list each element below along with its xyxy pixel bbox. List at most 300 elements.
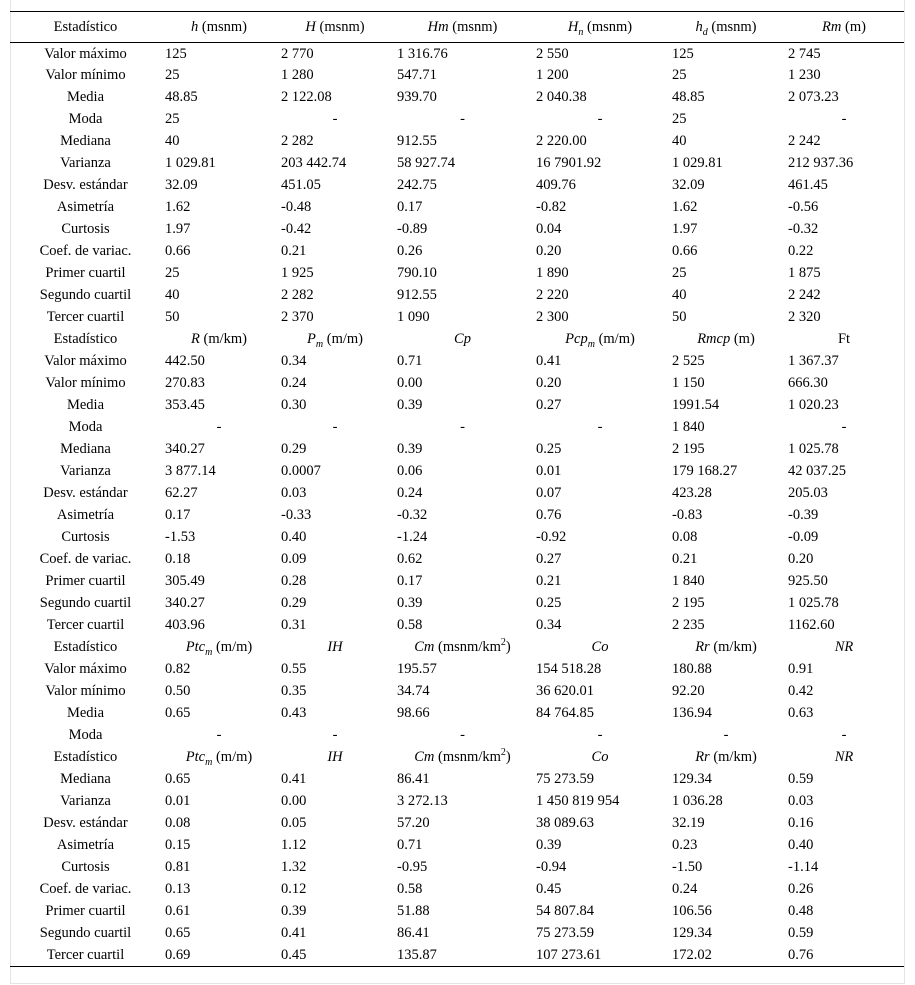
table-cell: 34.74 xyxy=(397,683,430,699)
table-cell: 0.01 xyxy=(536,463,562,479)
row-label: Coef. de variac. xyxy=(39,881,132,897)
table-cell: 62.27 xyxy=(165,485,198,501)
row-label: Valor máximo xyxy=(44,46,127,63)
section-header-Ptc: Ptc$_m$ (m/m) xyxy=(185,749,253,768)
table-cell: 0.65 xyxy=(165,705,191,721)
table-cell: - xyxy=(597,419,603,435)
table-cell: 0.23 xyxy=(672,837,698,853)
table-row xyxy=(10,615,904,637)
table-cell: 1 367.37 xyxy=(788,353,839,369)
table-cell: - xyxy=(332,111,338,127)
section-header-row xyxy=(10,637,904,659)
table-cell: 2 242 xyxy=(788,287,821,303)
table-cell: -1.50 xyxy=(672,859,703,875)
table-cell: 2 745 xyxy=(788,46,821,63)
table-cell: 340.27 xyxy=(165,441,205,457)
table-cell: 0.27 xyxy=(536,551,562,567)
header-h: h (msnm) xyxy=(161,12,277,43)
table-cell: 0.91 xyxy=(788,661,814,677)
section-header-NR: NR xyxy=(834,639,854,655)
table-cell: 2 282 xyxy=(281,133,314,149)
table-cell: 2 220.00 xyxy=(536,133,587,149)
table-cell: 50 xyxy=(672,309,687,325)
table-cell: 0.58 xyxy=(397,881,423,897)
table-cell: 0.20 xyxy=(788,551,814,567)
table-cell: -1.14 xyxy=(788,859,819,875)
table-cell: 0.41 xyxy=(281,925,307,941)
table-cell: 2 320 xyxy=(788,309,821,325)
header-H: H (msnm) xyxy=(277,12,393,43)
row-label: Moda xyxy=(68,111,103,127)
row-label: Moda xyxy=(68,419,103,435)
table-cell: 0.26 xyxy=(397,243,423,259)
table-cell: 0.30 xyxy=(281,397,307,413)
table-cell: 547.71 xyxy=(397,67,437,83)
table-cell: 451.05 xyxy=(281,177,321,193)
table-cell: 0.76 xyxy=(536,507,562,523)
row-label: Coef. de variac. xyxy=(39,243,132,259)
table-cell: 154 518.28 xyxy=(536,661,602,677)
table-cell: 0.03 xyxy=(788,793,814,809)
table-cell: 939.70 xyxy=(397,89,437,105)
table-row xyxy=(10,505,904,527)
table-cell: 106.56 xyxy=(672,903,712,919)
table-cell: 0.21 xyxy=(536,573,562,589)
table-cell: 1 230 xyxy=(788,67,821,83)
table-cell: 0.31 xyxy=(281,617,307,633)
table-row xyxy=(10,307,904,329)
table-cell: 48.85 xyxy=(672,89,705,105)
table-cell: 0.28 xyxy=(281,573,307,589)
table-cell: 0.48 xyxy=(788,903,814,919)
row-label: Tercer cuartil xyxy=(46,617,125,633)
table-cell: - xyxy=(332,419,338,435)
table-cell: 0.16 xyxy=(788,815,814,831)
table-cell: 0.03 xyxy=(281,485,307,501)
table-cell: 0.20 xyxy=(536,375,562,391)
table-cell: 0.66 xyxy=(165,243,191,259)
section-header-Co: Co xyxy=(591,749,609,765)
row-label: Curtosis xyxy=(61,859,110,875)
header-Hm: Hm (msnm) xyxy=(393,12,532,43)
row-label: Varianza xyxy=(60,793,111,809)
table-row xyxy=(10,263,904,285)
row-label: Media xyxy=(66,397,105,413)
table-cell: 172.02 xyxy=(668,945,784,967)
table-cell: 0.22 xyxy=(788,243,814,259)
table-cell: 129.34 xyxy=(672,925,712,941)
table-row xyxy=(10,791,904,813)
table-cell: 0.18 xyxy=(165,551,191,567)
section-header-Co: Co xyxy=(591,639,609,655)
table-row xyxy=(10,219,904,241)
table-cell: 442.50 xyxy=(165,353,205,369)
table-cell: 1 036.28 xyxy=(672,793,723,809)
section-header-Rmcp: Rmcp (m) xyxy=(697,331,755,347)
section-header-Cm: Cm $(msnm/km^2)$ xyxy=(414,637,511,655)
table-cell: 1 925 xyxy=(281,265,314,281)
table-cell: - xyxy=(460,419,465,435)
row-label: Asimetría xyxy=(56,507,115,523)
table-cell: 1.62 xyxy=(165,199,191,215)
table-cell: 57.20 xyxy=(397,815,430,831)
table-cell: 1.62 xyxy=(672,199,698,215)
section-header-Rr: Rr (m/km) xyxy=(695,639,757,655)
header-Rm: Rm (m) xyxy=(784,12,904,43)
table-cell: - xyxy=(841,419,847,435)
section-header-Rr: Rr (m/km) xyxy=(695,749,757,765)
table-cell: 0.12 xyxy=(281,881,307,897)
row-label: Desv. estándar xyxy=(43,485,128,501)
table-cell: 0.58 xyxy=(397,617,423,633)
table-cell: - xyxy=(723,727,729,743)
table-cell: -0.95 xyxy=(397,859,428,875)
table-cell: 195.57 xyxy=(397,661,437,677)
table-cell: 84 764.85 xyxy=(536,705,594,721)
table-cell: 58 927.74 xyxy=(397,155,455,171)
row-label: Asimetría xyxy=(56,199,115,215)
table-cell: 1 840 xyxy=(672,573,705,589)
table-cell: 0.40 xyxy=(281,529,307,545)
table-row xyxy=(10,351,904,373)
table-row xyxy=(10,835,904,857)
table-cell: 0.15 xyxy=(165,837,191,853)
table-cell: 0.20 xyxy=(536,243,562,259)
table-row xyxy=(10,681,904,703)
row-label: Coef. de variac. xyxy=(39,551,132,567)
table-cell: 1 280 xyxy=(281,67,314,83)
table-cell: 1 840 xyxy=(672,419,705,435)
table-cell: 0.08 xyxy=(672,529,698,545)
row-label: Segundo cuartil xyxy=(39,287,132,303)
table-row xyxy=(10,593,904,615)
table-cell: 0.42 xyxy=(788,683,814,699)
row-label: Curtosis xyxy=(61,221,110,237)
table-cell: 25 xyxy=(672,67,687,83)
table-cell: 129.34 xyxy=(672,771,712,787)
row-label: Valor máximo xyxy=(44,661,127,677)
table-cell: 1.32 xyxy=(281,859,307,875)
table-cell: 135.87 xyxy=(393,945,532,967)
table-row xyxy=(10,153,904,175)
table-cell: 0.01 xyxy=(165,793,191,809)
row-label: Varianza xyxy=(60,155,111,171)
table-cell: 25 xyxy=(165,67,180,83)
table-cell: 0.55 xyxy=(281,661,307,677)
table-cell: 0.65 xyxy=(165,925,191,941)
table-cell: 2 195 xyxy=(672,441,705,457)
table-row xyxy=(10,813,904,835)
table-cell: 48.85 xyxy=(165,89,198,105)
table-cell: -0.33 xyxy=(281,507,312,523)
table-cell: 2 550 xyxy=(536,46,569,63)
table-cell: 3 272.13 xyxy=(397,793,448,809)
table-cell: 0.59 xyxy=(788,771,814,787)
section-header-IH: IH xyxy=(327,639,343,655)
table-cell: 3 877.14 xyxy=(165,463,216,479)
table-cell: - xyxy=(597,727,603,743)
row-label: Media xyxy=(66,705,105,721)
table-row xyxy=(10,461,904,483)
table-cell: 38 089.63 xyxy=(536,815,594,831)
table-cell: -0.32 xyxy=(397,507,428,523)
table-row xyxy=(10,395,904,417)
table-cell: 2 235 xyxy=(672,617,705,633)
table-row xyxy=(10,109,904,131)
table-cell: 0.17 xyxy=(397,573,423,589)
table-cell: 2 242 xyxy=(788,133,821,149)
section-header-Ft: Ft xyxy=(837,331,851,347)
table-cell: 0.25 xyxy=(536,441,562,457)
table-cell: 1162.60 xyxy=(788,617,835,633)
table-cell: 86.41 xyxy=(397,771,430,787)
table-cell: 242.75 xyxy=(397,177,437,193)
table-cell: 0.29 xyxy=(281,441,307,457)
row-label: Primer cuartil xyxy=(45,265,126,281)
table-cell: -0.42 xyxy=(281,221,312,237)
table-cell: 40 xyxy=(165,287,180,303)
table-row xyxy=(10,483,904,505)
table-cell: 1.12 xyxy=(281,837,307,853)
table-cell: 54 807.84 xyxy=(536,903,594,919)
table-cell: 1 090 xyxy=(397,309,430,325)
table-cell: 86.41 xyxy=(397,925,430,941)
table-cell: -0.83 xyxy=(672,507,703,523)
table-cell: 0.24 xyxy=(281,375,307,391)
section-header-row xyxy=(10,747,904,769)
table-cell: 203 442.74 xyxy=(281,155,347,171)
table-cell: 1 200 xyxy=(536,67,569,83)
table-cell: 0.25 xyxy=(536,595,562,611)
row-label: Asimetría xyxy=(56,837,115,853)
row-label: Segundo cuartil xyxy=(39,595,132,611)
table-cell: 0.04 xyxy=(536,221,562,237)
table-cell: 790.10 xyxy=(397,265,437,281)
table-cell: -0.48 xyxy=(281,199,312,215)
row-label: Varianza xyxy=(60,463,111,479)
table-cell: -0.82 xyxy=(536,199,567,215)
table-cell: 16 7901.92 xyxy=(536,155,602,171)
table-cell: 40 xyxy=(672,133,687,149)
table-row xyxy=(10,769,904,791)
table-cell: 75 273.59 xyxy=(536,925,594,941)
table-cell: 0.39 xyxy=(397,441,423,457)
table-cell: 32.09 xyxy=(165,177,198,193)
table-row xyxy=(10,285,904,307)
table-cell: - xyxy=(216,419,222,435)
section-header-Pm: $P_m$ (m/m) xyxy=(307,331,363,350)
table-body xyxy=(10,43,904,967)
table-cell: 92.20 xyxy=(672,683,705,699)
table-cell: 1 875 xyxy=(788,265,821,281)
table-row xyxy=(10,901,904,923)
table-cell: -0.89 xyxy=(397,221,428,237)
table-cell: 40 xyxy=(165,133,180,149)
section-header-label: Estadístico xyxy=(53,331,118,347)
section-header-label: Estadístico xyxy=(53,639,118,655)
table-cell: 32.09 xyxy=(672,177,705,193)
table-cell: - xyxy=(841,727,847,743)
table-row xyxy=(10,241,904,263)
row-label: Valor máximo xyxy=(44,353,127,369)
table-cell: 0.27 xyxy=(536,397,562,413)
table-cell: 0.00 xyxy=(281,793,307,809)
table-cell: -0.09 xyxy=(788,529,819,545)
table-cell: 0.62 xyxy=(397,551,423,567)
section-header-row xyxy=(10,329,904,351)
table-cell: 36 620.01 xyxy=(536,683,594,699)
table-cell: - xyxy=(332,727,338,743)
table-cell: 0.39 xyxy=(397,595,423,611)
table-cell: 1 025.78 xyxy=(788,595,839,611)
table-row xyxy=(10,945,904,967)
row-label: Mediana xyxy=(60,441,111,457)
table-cell: 0.34 xyxy=(536,617,562,633)
table-cell: 1 029.81 xyxy=(165,155,216,171)
row-label: Primer cuartil xyxy=(45,903,126,919)
table-cell: 0.24 xyxy=(672,881,698,897)
table-cell: 25 xyxy=(672,111,687,127)
row-label: Valor mínimo xyxy=(45,375,126,391)
table-cell: 125 xyxy=(165,46,187,63)
table-row xyxy=(10,65,904,87)
table-cell: 0.24 xyxy=(397,485,423,501)
section-header-Ptc: Ptc$_m$ (m/m) xyxy=(185,639,253,658)
table-row xyxy=(10,439,904,461)
row-label: Media xyxy=(66,89,105,105)
table-cell: -1.53 xyxy=(165,529,196,545)
table-cell: 32.19 xyxy=(672,815,705,831)
table-row xyxy=(10,43,904,65)
table-row xyxy=(10,549,904,571)
row-label: Mediana xyxy=(60,771,111,787)
table-cell: 0.50 xyxy=(165,683,191,699)
table-cell: 107 273.61 xyxy=(532,945,668,967)
table-cell: 1 025.78 xyxy=(788,441,839,457)
row-label: Primer cuartil xyxy=(45,573,126,589)
table-cell: 0.39 xyxy=(281,903,307,919)
section-header-R: R (m/km) xyxy=(191,331,247,347)
table-cell: 0.05 xyxy=(281,815,307,831)
table-cell: 0.0007 xyxy=(281,463,321,479)
table-cell: 2 770 xyxy=(281,46,314,63)
table-cell: 0.34 xyxy=(281,353,307,369)
table-cell: 2 195 xyxy=(672,595,705,611)
table-cell: 25 xyxy=(672,265,687,281)
table-cell: 423.28 xyxy=(672,485,712,501)
table-cell: 212 937.36 xyxy=(788,155,854,171)
table-cell: 0.61 xyxy=(165,903,191,919)
table-row xyxy=(10,879,904,901)
table-cell: 136.94 xyxy=(672,705,712,721)
table-cell: -0.92 xyxy=(536,529,567,545)
table-cell: - xyxy=(460,727,465,743)
table-cell: 0.65 xyxy=(165,771,191,787)
table-cell: 0.40 xyxy=(788,837,814,853)
table-cell: - xyxy=(216,727,222,743)
table-cell: 2 525 xyxy=(672,353,705,369)
table-cell: -0.94 xyxy=(536,859,567,875)
table-cell: 2 370 xyxy=(281,309,314,325)
table-cell: -0.39 xyxy=(788,507,819,523)
table-cell: 0.45 xyxy=(277,945,393,967)
table-cell: 0.82 xyxy=(165,661,191,677)
table-cell: 51.88 xyxy=(397,903,430,919)
table-cell: 0.71 xyxy=(397,837,423,853)
table-row xyxy=(10,725,904,747)
table-row xyxy=(10,175,904,197)
table-cell: 925.50 xyxy=(788,573,828,589)
table-cell: 0.17 xyxy=(165,507,191,523)
table-cell: 2 122.08 xyxy=(281,89,332,105)
table-cell: 1 029.81 xyxy=(672,155,723,171)
table-cell: 0.69 xyxy=(161,945,277,967)
table-cell: 0.21 xyxy=(281,243,307,259)
table-cell: 25 xyxy=(165,111,180,127)
table-cell: 0.26 xyxy=(788,881,814,897)
table-cell: 0.00 xyxy=(397,375,423,391)
table-cell: 0.63 xyxy=(788,705,814,721)
table-cell: 50 xyxy=(165,309,180,325)
table-cell: 205.03 xyxy=(788,485,828,501)
table-cell: 0.06 xyxy=(397,463,423,479)
table-row xyxy=(10,527,904,549)
table-cell: 1 020.23 xyxy=(788,397,839,413)
row-label: Desv. estándar xyxy=(43,815,128,831)
table-header-row xyxy=(10,12,904,43)
section-header-Cp: Cp xyxy=(454,331,471,347)
table-row xyxy=(10,131,904,153)
section-header-label: Estadístico xyxy=(53,749,118,765)
table-cell: 0.66 xyxy=(672,243,698,259)
table-cell: 1 890 xyxy=(536,265,569,281)
table-cell: 912.55 xyxy=(397,287,437,303)
table-cell: 0.39 xyxy=(397,397,423,413)
table-cell: - xyxy=(597,111,603,127)
table-cell: 0.09 xyxy=(281,551,307,567)
table-cell: 2 220 xyxy=(536,287,569,303)
section-header-Pcp: Pcp$_m$ (m/m) xyxy=(565,331,635,350)
table-cell: 403.96 xyxy=(165,617,205,633)
header-hd: $h_d$ (msnm) xyxy=(668,12,784,43)
table-cell: 0.45 xyxy=(536,881,562,897)
table-cell: 42 037.25 xyxy=(788,463,846,479)
table-cell: 0.76 xyxy=(784,945,904,967)
table-cell: 0.07 xyxy=(536,485,562,501)
table-cell: 270.83 xyxy=(165,375,205,391)
table-cell: 0.08 xyxy=(165,815,191,831)
table-cell: 1.97 xyxy=(165,221,191,237)
table-cell: 0.13 xyxy=(165,881,191,897)
table-cell: 1 316.76 xyxy=(397,46,448,63)
row-label: Moda xyxy=(68,727,103,743)
table-cell: 0.41 xyxy=(536,353,562,369)
table-row xyxy=(10,571,904,593)
table-row xyxy=(10,197,904,219)
table-cell: 2 073.23 xyxy=(788,89,839,105)
table-cell: 0.43 xyxy=(281,705,307,721)
table-cell: -1.24 xyxy=(397,529,428,545)
table-cell: 340.27 xyxy=(165,595,205,611)
table-row xyxy=(10,373,904,395)
table-cell: - xyxy=(841,111,847,127)
table-cell: -0.56 xyxy=(788,199,819,215)
table-cell: 1 150 xyxy=(672,375,705,391)
table-cell: 0.59 xyxy=(788,925,814,941)
table-row xyxy=(10,417,904,439)
table-cell: 666.30 xyxy=(788,375,828,391)
table-cell: 0.71 xyxy=(397,353,423,369)
